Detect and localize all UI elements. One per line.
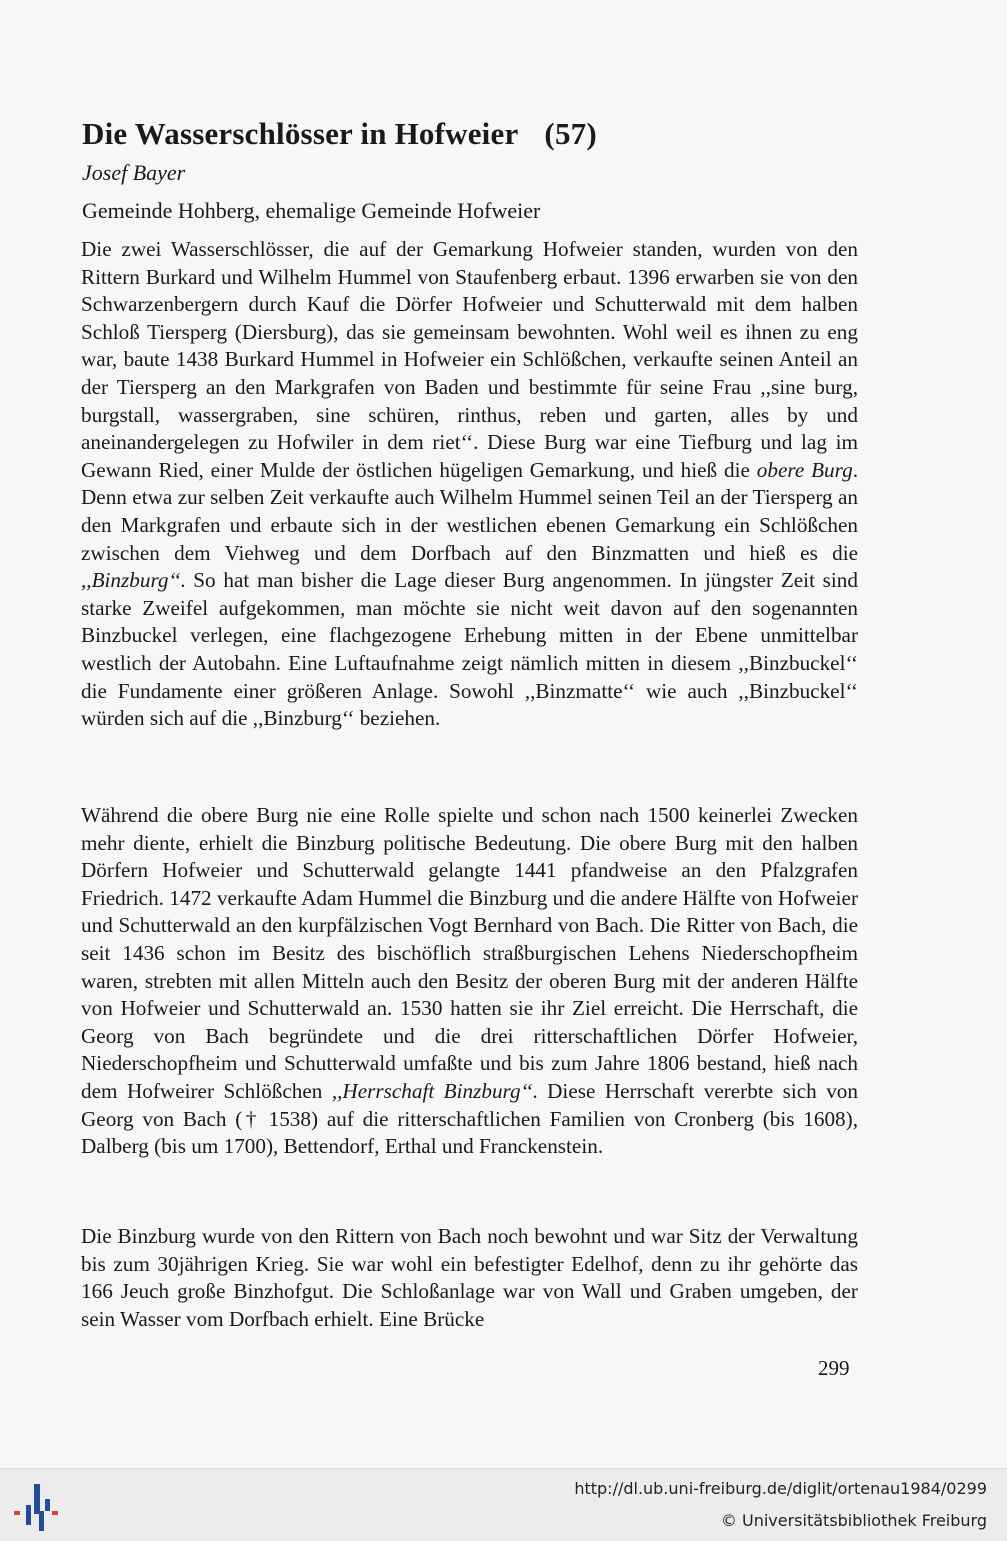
source-url-link[interactable]: http://dl.ub.uni-freiburg.de/diglit/ortenau1984/0299: [574, 1479, 987, 1498]
text-run: Die Binzburg wurde von den Rittern von Bach noch bewohnt und war Sitz der Verwaltung bis zum 30jährigen Krieg. Sie war wohl ein befestigter Edelhof, denn zu ihr gehörte das 166 Jeuch große Binzhofgut. Die Schloßanlage war von Wall und Graben umgeben, der sein Wasser vom Dorfbach erhielt. Eine Brücke: [81, 1224, 858, 1331]
page-number: 299: [818, 1356, 850, 1380]
text-run: . So hat man bisher die Lage dieser Burg angenommen. In jüngster Zeit sind starke Zweifel aufgekommen, man möchte sie nicht weit davon auf den sogenannten Binzbuckel verlegen, eine flachgezogene Erhebung mitten in der Ebene unmittelbar westlich der Autobahn. Eine Luftaufnahme zeigt nämlich mitten in diesem ,,Binzbuckel‘‘ die Fundamente einer größeren Anlage. Sowohl ,,Binzmatte‘‘ wie auch ,,Binzbuckel‘‘ würden sich auf die ,,Binzburg‘‘ beziehen.: [81, 568, 858, 731]
text-run: . Diese Herrschaft vererbte sich von Georg von Bach († 1538) auf die ritterschaftlichen Familien von Cronberg (bis 1608), Dalberg (bis um 1700), Bettendorf, Erthal und Franckenstein.: [81, 1078, 858, 1159]
text-run: . Denn etwa zur selben Zeit verkaufte auch Wilhelm Hummel seinen Teil an der Tiersperg an den Markgrafen und erbaute sich in der westlichen ebenen Gemarkung ein Schlößchen zwischen dem Viehweg und dem Dorfbach auf den Binzmatten und hieß es die: [81, 457, 858, 565]
text-run: Die zwei Wasserschlösser, die auf der Gemarkung Hofweier standen, wurden von den Rittern Burkard und Wilhelm Hummel von Staufenberg erbaut. 1396 erwarben sie von den Schwarzenbergern durch Kauf die Dörfer Hofweier und Schutterwald mit dem halben Schloß Tiersperg (Diersburg), das sie gemeinsam bewohnten. Wohl weil es ihnen zu eng war, baute 1438 Burkard Hummel in Hofweier ein Schlößchen, verkaufte seinen Anteil an der Tiersperg an den Markgrafen von Baden und bestimmte für seine Frau ,,sine burg, burgstall, wassergraben, sine schüren, rinthus, reben und garten, alles by und aneinandergelegen zu Hofwiler in dem riet‘‘. Diese Burg war eine Tiefburg und lag im Gewann Ried, einer Mulde der östlichen hügeligen Gemarkung, und hieß die: [81, 237, 858, 482]
text-run: Während die obere Burg nie eine Rolle spielte und schon nach 1500 keinerlei Zwecken mehr diente, erhielt die Binzburg politische Bedeutung. Die obere Burg mit den halben Dörfern Hofweier und Schutterwald gelangte 1441 pfandweise an den Pfalzgrafen Friedrich. 1472 verkaufte Adam Hummel die Binzburg und die andere Hälfte von Hofweier und Schutterwald an den kurpfälzischen Vogt Bernhard von Bach. Die Ritter von Bach, die seit 1436 schon im Besitz des bischöflich straßburgischen Lehens Niederschopfheim waren, strebten mit allen Mitteln auch den Besitz der oberen Burg mit der anderen Hälfte von Hofweier und Schutterwald an. 1530 hatten sie ihr Ziel erreicht. Die Herrschaft, die Georg von Bach begründete und die drei ritterschaftlichen Dörfer Hofweier, Niederschopfheim und Schutterwald umfaßte und bis zum Jahre 1806 bestand, hieß nach dem Hofweirer Schlößchen: [81, 803, 858, 1103]
italic-text-run: ,,Binzburg‘‘: [81, 568, 181, 593]
italic-text-run: ,,Herrschaft Binzburg‘‘: [331, 1078, 533, 1103]
footer-bar: [0, 1468, 1007, 1541]
paragraph-3: [81, 1223, 858, 1333]
article-title-text: Die Wasserschlösser in Hofweier: [82, 116, 519, 151]
article-subtitle: Gemeinde Hohberg, ehemalige Gemeinde Hofweier: [82, 198, 541, 223]
paragraph-2: [81, 802, 858, 1161]
article-author: Josef Bayer: [82, 160, 186, 185]
article-number: (57): [544, 116, 597, 151]
paragraph-1: [81, 236, 858, 733]
italic-text-run: obere Burg: [756, 457, 853, 482]
copyright-text: © Universitätsbibliothek Freiburg: [720, 1511, 987, 1530]
ub-freiburg-logo-icon: [12, 1481, 66, 1533]
article-title: [82, 116, 597, 152]
